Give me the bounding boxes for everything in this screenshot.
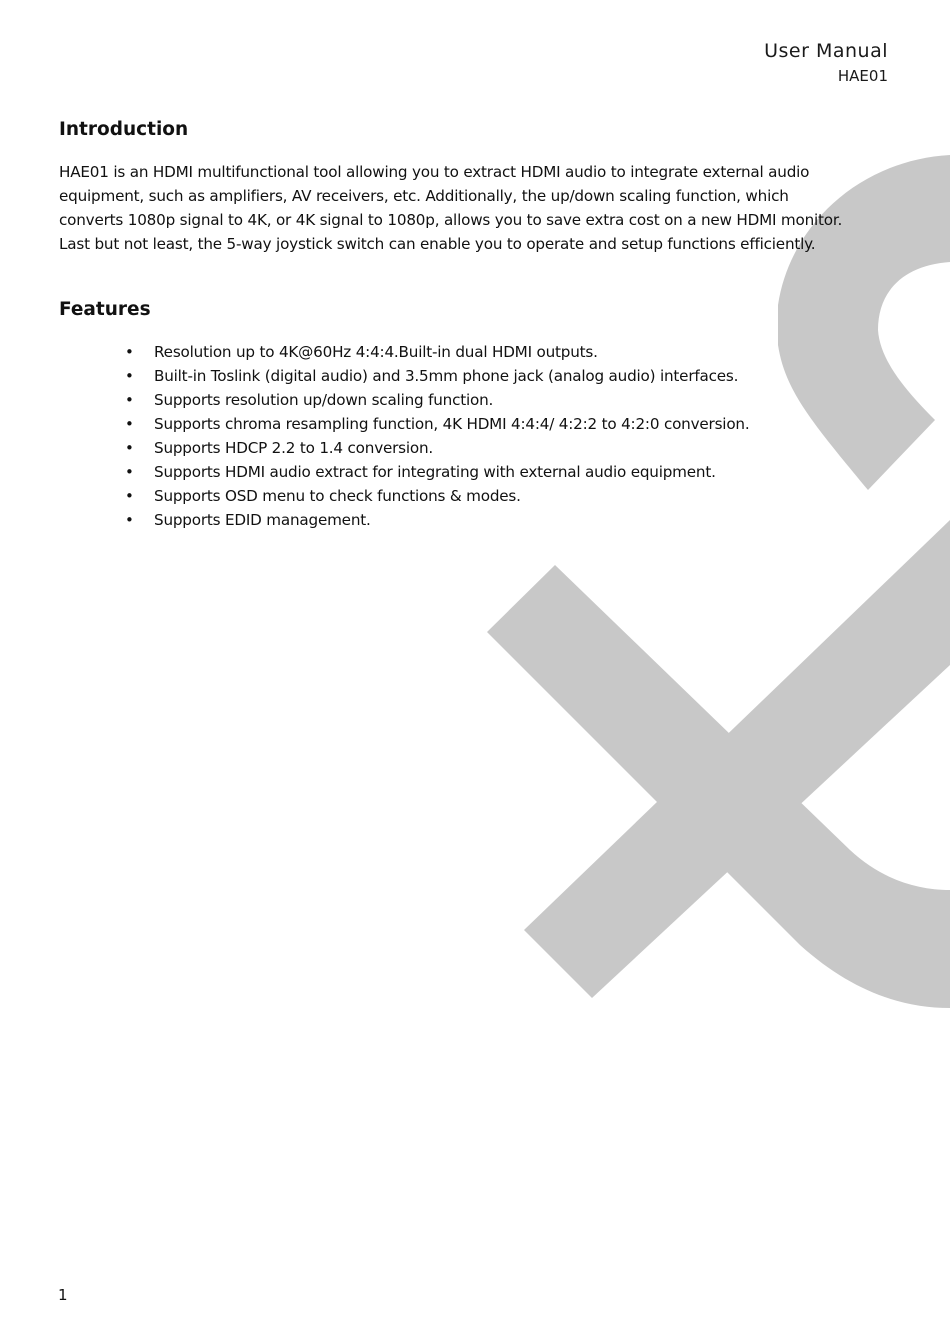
feature-text: Resolution up to 4K@60Hz 4:4:4.Built-in dual HDMI outputs. xyxy=(154,343,598,361)
features-list xyxy=(59,340,879,532)
feature-item xyxy=(59,364,879,388)
model-name: HAE01 xyxy=(837,67,888,85)
feature-item xyxy=(59,460,879,484)
bullet-icon: • xyxy=(125,367,134,385)
introduction-line: converts 1080p signal to 4K, or 4K signal to 1080p, allows you to save extra cost on a new HDMI monitor. xyxy=(59,211,843,229)
bullet-icon: • xyxy=(125,463,134,481)
feature-item xyxy=(59,340,879,364)
page-header xyxy=(764,38,888,88)
feature-item xyxy=(59,436,879,460)
introduction-line: HAE01 is an HDMI multifunctional tool allowing you to extract HDMI audio to integrate external audio xyxy=(59,163,810,181)
feature-item xyxy=(59,412,879,436)
introduction-paragraph xyxy=(59,160,879,256)
introduction-heading: Introduction xyxy=(59,119,189,140)
feature-text: Supports HDCP 2.2 to 1.4 conversion. xyxy=(154,439,434,457)
feature-text: Supports OSD menu to check functions & modes. xyxy=(154,487,521,505)
feature-text: Supports EDID management. xyxy=(154,511,371,529)
introduction-line: Last but not least, the 5-way joystick switch can enable you to operate and setup functions efficiently. xyxy=(59,235,816,253)
bullet-icon: • xyxy=(125,343,134,361)
document-title: User Manual xyxy=(764,40,888,62)
feature-text: Supports HDMI audio extract for integrating with external audio equipment. xyxy=(154,463,716,481)
bullet-icon: • xyxy=(125,391,134,409)
feature-item xyxy=(59,508,879,532)
feature-item xyxy=(59,484,879,508)
feature-item xyxy=(59,388,879,412)
feature-text: Built-in Toslink (digital audio) and 3.5mm phone jack (analog audio) interfaces. xyxy=(154,367,739,385)
introduction-line: equipment, such as amplifiers, AV receivers, etc. Additionally, the up/down scaling function, which xyxy=(59,187,789,205)
bullet-icon: • xyxy=(125,415,134,433)
features-heading: Features xyxy=(59,299,151,320)
document-body xyxy=(59,116,879,532)
feature-text: Supports resolution up/down scaling function. xyxy=(154,391,494,409)
page-number: 1 xyxy=(58,1286,68,1304)
bullet-icon: • xyxy=(125,487,134,505)
bullet-icon: • xyxy=(125,511,134,529)
feature-text: Supports chroma resampling function, 4K HDMI 4:4:4/ 4:2:2 to 4:2:0 conversion. xyxy=(154,415,750,433)
bullet-icon: • xyxy=(125,439,134,457)
